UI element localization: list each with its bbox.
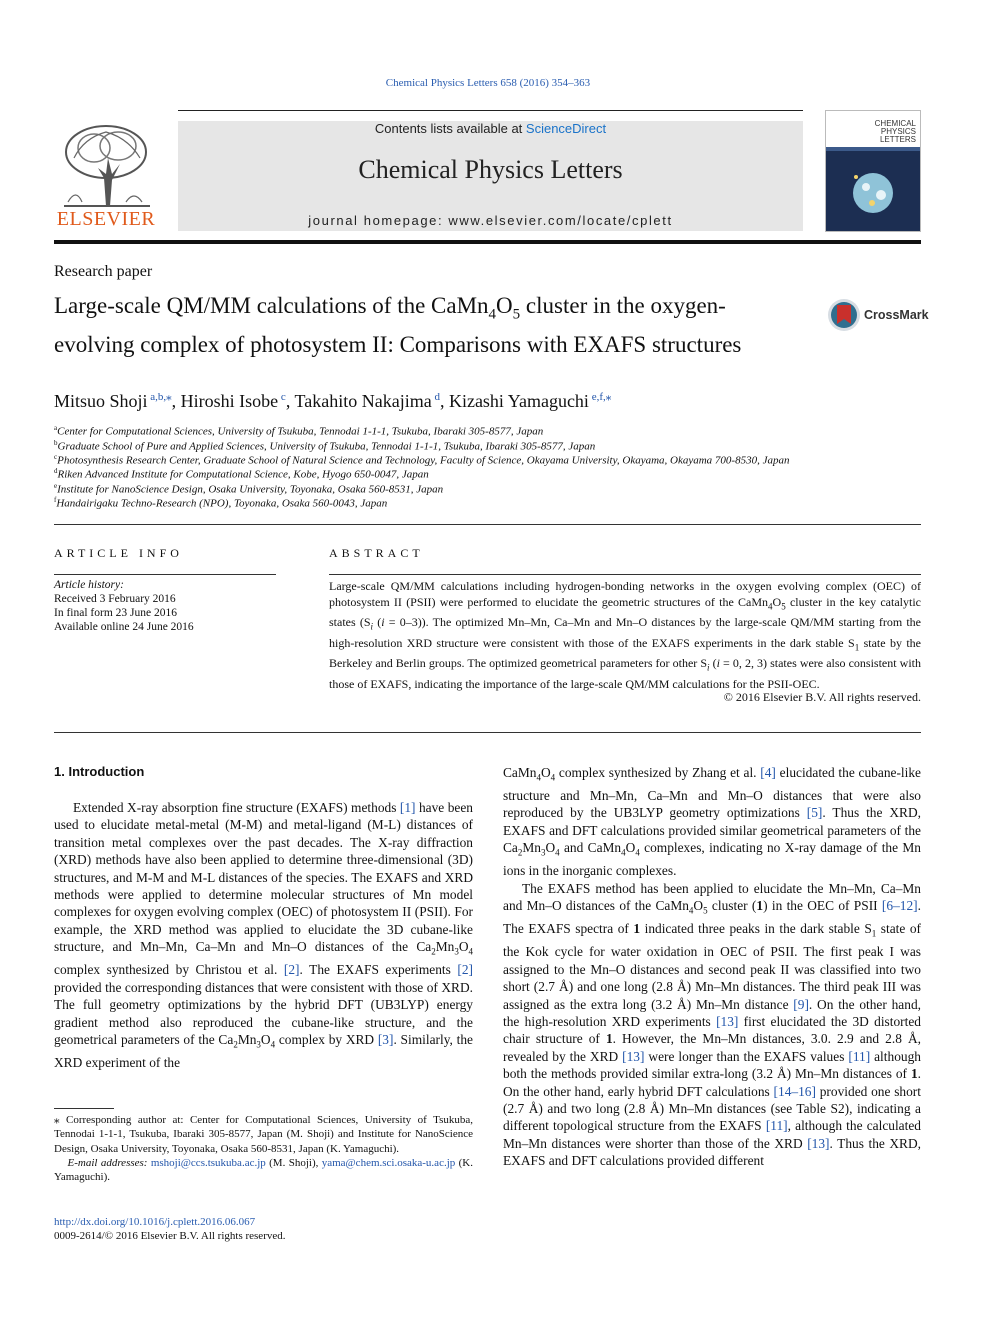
affiliations-rule	[54, 524, 921, 525]
header-top-rule	[178, 110, 803, 111]
author-affiliation-marks[interactable]: c	[280, 391, 286, 403]
journal-title: Chemical Physics Letters	[358, 155, 623, 184]
title-subscript-4: 4	[488, 306, 497, 323]
citation-link[interactable]: [9]	[793, 996, 809, 1012]
abstract-bottom-rule	[54, 732, 921, 733]
history-online: Available online 24 June 2016	[54, 621, 194, 633]
history-final-form: In final form 23 June 2016	[54, 607, 177, 619]
issn-copyright: 0009-2614/© 2016 Elsevier B.V. All rights reserved.	[54, 1230, 286, 1242]
affiliation-e: $^e$Institute for NanoScience Design, Osaka University, Toyonaka, Osaka 560-8531, Japan	[54, 482, 444, 496]
citation-link[interactable]: [4]	[760, 765, 776, 780]
citation-link[interactable]: [13]	[807, 1135, 830, 1151]
author-name[interactable]: Hiroshi Isobe	[180, 391, 279, 411]
intro-paragraph-1-continued: $CaMn_4O_4$ complex synthesized by Zhang et al. [4] elucidated the cubane-like structure and Mn–Mn, Ca–Mn and Mn–O distances that were also reproduced by the UB3LYP geometry optimizations [5]. Thus the XRD, EXAFS and DFT calculations provided similar geometrical parameters of the $Ca_2Mn_3O_4$ and $CaMn_4O_4$ complexes, indicating no X-ray damage of the Mn ions in the inorganic complexes.	[503, 765, 921, 879]
affiliation-c: $^c$Photosynthesis Research Center, Graduate School of Natural Science and Technology, Faculty of Science, Okayama University, Okayama, Okayama 700-8530, Japan	[54, 453, 790, 467]
article-info-rule	[54, 574, 276, 575]
article-info-heading: ARTICLE INFO	[54, 546, 183, 560]
email-addresses: E-mail addresses: mshoji@ccs.tsukuba.ac.jp (M. Shoji), yama@chem.sci.osaka-u.ac.jp (K. Yamaguchi).	[54, 1156, 473, 1184]
author-affiliation-marks[interactable]: a,b,⁎	[150, 391, 172, 403]
cover-title: CHEMICAL PHYSICS LETTERS	[874, 119, 916, 144]
contents-availability-line	[178, 121, 803, 136]
citation-link[interactable]: [11]	[848, 1048, 871, 1064]
abstract-rule	[329, 574, 921, 575]
article-title	[54, 291, 754, 359]
citation-link[interactable]: [5]	[806, 805, 823, 821]
author-name[interactable]: Takahito Nakajima	[294, 391, 432, 411]
title-subscript-5: 5	[512, 306, 521, 323]
intro-paragraph-2: The EXAFS method has been applied to elucidate the Mn–Mn, Ca–Mn and Mn–O distances of the $CaMn_4O_5$ cluster (1) in the OEC of PSII [6–12]. The EXAFS spectra of 1 indicated three peaks in the dark stable $S_1$ state of the Kok cycle for water oxidation in OEC of PSII. The first peak I was assigned to the Mn–O distances and second peak II was classified into two short (2.7 Å) and one long (2.8 Å) Mn–Mn distances. The third peak III was assigned as the extra long (3.2 Å) Mn–Mn distance [9]. On the other hand, the high-resolution XRD experiments [13] first elucidated the 3D distorted chair structure of 1. However, the Mn–Mn distances, 3.0. 2.9 and 2.8 Å, revealed by the XRD [13] were longer than the EXAFS values [11] although both the methods provided similar extra-long (3.2 Å) Mn–Mn distances of 1. On the other hand, early hybrid DFT calculations [14–16] provided one short (2.7 Å) and two long (2.8 Å) Mn–Mn distances (see Table S2), indicating a different topological structure from the EXAFS [11], although the calculated Mn–Mn distances were shorter than those of the XRD [13]. Thus the XRD, EXAFS and DFT calculations provided different	[503, 880, 922, 1169]
article-type: Research paper	[54, 263, 153, 280]
title-text-2: cluster in the oxygen-evolving complex of photosystem II: Comparisons with EXAFS structures	[54, 293, 742, 357]
intro-paragraph-1: Extended X-ray absorption fine structure (EXAFS) methods [1] have been used to elucidate metal-metal (M-M) and metal-ligand (M-L) distances of transition metal complexes over the past decades. The X-ray diffraction (XRD) methods have also been applied to determine three-dimensional (3D) structures, and M-M and M-L distances of the species. The EXAFS and XRD methods were applied to determine molecular structures of Mn model complexes for oxygen evolving complex (OEC) of photosystem II (PSII). For example, the XRD method was applied to elucidate the 3D cubane-like structure, and Mn–Mn, Ca–Mn and Mn–O distances of the $Ca_2Mn_3O_4$ complex synthesized by Christou et al. [2]. The EXAFS experiments [2] provided the corresponding distances that were consistent with those of XRD. The full geometry optimizations by the hybrid DFT (UB3LYP) energy gradient method also reproduced the cubane-like structure, and the geometrical parameters of the $Ca_2Mn_3O_4$ complex by XRD [3]. Similarly, the XRD experiment of the	[54, 800, 473, 1071]
affiliation-d: $^d$Riken Advanced Institute for Computational Science, Kobe, Hyogo 650-0047, Japan	[54, 467, 429, 481]
citation-link[interactable]: [2]	[457, 962, 473, 978]
title-text-1: Large-scale QM/MM calculations of the CaMn	[54, 293, 489, 318]
header-bottom-rule	[54, 240, 921, 244]
history-heading: Article history:	[54, 579, 124, 591]
author-affiliation-marks[interactable]: d	[434, 391, 440, 403]
citation-link[interactable]: [6–12]	[881, 898, 918, 914]
citation-link[interactable]: [2]	[283, 962, 300, 978]
contents-prefix: Contents lists available at	[374, 121, 526, 136]
author-list: Mitsuo Shoji $^{a,b,⁎}$, Hiroshi Isobe $^c$, Takahito Nakajima $^d$, Kizashi Yamaguchi $^{e,f,⁎}$	[54, 391, 612, 411]
affiliation-b: $^b$Graduate School of Pure and Applied Sciences, University of Tsukuba, Tennodai 1-1-1, Tsukuba, Ibaraki 305-8577, Japan	[54, 439, 596, 453]
citation-link[interactable]: [1]	[399, 800, 416, 815]
citation-link[interactable]: [3]	[377, 1031, 394, 1047]
author-name[interactable]: Kizashi Yamaguchi	[448, 391, 589, 411]
article-history	[54, 578, 194, 634]
crossmark-label[interactable]: CrossMark	[864, 308, 929, 322]
email-link[interactable]: yama@chem.sci.osaka-u.ac.jp	[321, 1156, 456, 1169]
cover-molecule-icon	[826, 147, 920, 231]
corresponding-author-footnote	[54, 1113, 473, 1184]
body-column-left	[54, 799, 473, 1071]
footnote-rule	[54, 1108, 114, 1109]
citation-link[interactable]: [13]	[716, 1013, 739, 1029]
citation-link[interactable]: [14–16]	[773, 1083, 816, 1099]
body-column-right	[503, 764, 921, 1170]
email-link[interactable]: mshoji@ccs.tsukuba.ac.jp	[150, 1156, 266, 1169]
citation-link[interactable]: [11]	[765, 1118, 788, 1134]
author-name[interactable]: Mitsuo Shoji	[54, 391, 148, 411]
affiliation-a: $^a$Center for Computational Sciences, University of Tsukuba, Tennodai 1-1-1, Tsukuba, Ibaraki 305-8577, Japan	[54, 424, 544, 438]
abstract-copyright: © 2016 Elsevier B.V. All rights reserved.	[723, 690, 921, 704]
citation-link[interactable]: [13]	[622, 1048, 645, 1064]
section-heading-introduction: 1. Introduction	[54, 764, 145, 779]
title-text-O: O	[496, 293, 513, 318]
affiliation-f: $^f$Handairigaku Techno-Research (NPO), Toyonaka, Osaka 560-0043, Japan	[54, 496, 388, 510]
journal-reference-link[interactable]: Chemical Physics Letters 658 (2016) 354–363	[385, 77, 591, 89]
history-received: Received 3 February 2016	[54, 593, 176, 605]
journal-cover-thumbnail	[825, 110, 921, 232]
author-affiliation-marks[interactable]: e,f,⁎	[591, 391, 612, 403]
corresponding-author-text: ⁎ Corresponding author at: Center for Computational Sciences, University of Tsukuba, Tennodai 1-1-1, Tsukuba, Ibaraki 305-8577, Japan (M. Shoji) and Institute for NanoScience Design, Osaka University, Toyonaka, Osaka 560-8531, Japan (K. Yamaguchi).	[54, 1114, 473, 1155]
doi-link[interactable]: http://dx.doi.org/10.1016/j.cplett.2016.06.067	[54, 1216, 256, 1228]
abstract-text: Large-scale QM/MM calculations including hydrogen-bonding networks in the oxygen evolving complex (OEC) of photosystem II (PSII) were performed to elucidate the geometric structures of the $CaMn_4O_5$ cluster in the key catalytic states ($S_i$ (i = 0–3)). The optimized Mn–Mn, Ca–Mn and Mn–O distances by the large-scale QM/MM starting from the high-resolution XRD structure were consistent with those of the EXAFS experiments in the dark stable $S_1$ state by the Berkeley and Berlin groups. The optimized geometrical parameters for other $S_i$ (i = 0, 2, 3) states were also consistent with those of EXAFS, indicating the importance of the large-scale QM/MM calculations for the PSII-OEC.	[329, 579, 921, 691]
abstract-heading: ABSTRACT	[329, 546, 424, 560]
sciencedirect-link[interactable]: ScienceDirect	[525, 121, 607, 136]
cover-art	[826, 147, 920, 231]
cover-header	[826, 111, 920, 147]
elsevier-wordmark: ELSEVIER	[56, 208, 156, 230]
journal-homepage-link[interactable]: journal homepage: www.elsevier.com/locate/cplett	[308, 213, 673, 228]
